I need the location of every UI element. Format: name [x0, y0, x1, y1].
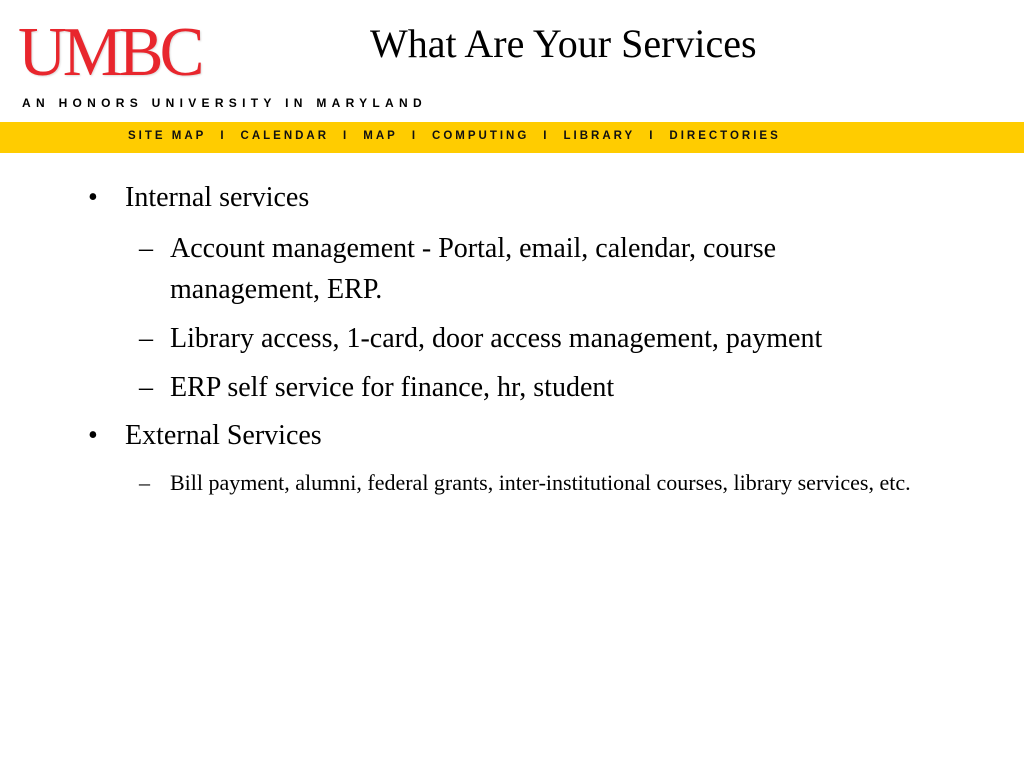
- nav-link-computing[interactable]: COMPUTING: [432, 130, 530, 142]
- dash-marker: –: [139, 233, 153, 264]
- nav-link-library[interactable]: LIBRARY: [563, 130, 636, 142]
- sub-bullet-text: Account management - Portal, email, calendar, course management, ERP.: [170, 233, 777, 305]
- dash-marker: –: [139, 323, 153, 354]
- bullet-text: External Services: [125, 420, 322, 451]
- nav-separator: I: [220, 130, 227, 142]
- nav-link-site-map[interactable]: SITE MAP: [128, 130, 207, 142]
- bullet-text: Internal services: [125, 182, 310, 213]
- bullet-marker: •: [88, 182, 98, 213]
- slide-title: What Are Your Services: [370, 21, 757, 66]
- nav-separator: I: [343, 130, 350, 142]
- sub-bullet-item: [0, 228, 1024, 310]
- umbc-logo[interactable]: UMBC: [18, 14, 201, 91]
- dash-marker: –: [139, 470, 150, 495]
- nav-link-map[interactable]: MAP: [363, 130, 398, 142]
- sub-bullet-item: [0, 367, 1024, 408]
- dash-marker: –: [139, 372, 153, 403]
- sub-bullet-text: Bill payment, alumni, federal grants, inter-institutional courses, library services, etc.: [170, 470, 911, 495]
- sub-bullet-item: [0, 318, 1024, 359]
- bullet-item: [0, 178, 1024, 218]
- sub-bullet-text: ERP self service for finance, hr, student: [170, 372, 615, 403]
- nav-bar: [0, 122, 1024, 153]
- nav-link-calendar[interactable]: CALENDAR: [240, 130, 330, 142]
- nav-separator: I: [649, 130, 656, 142]
- slide-content: [0, 178, 1024, 508]
- university-tagline: AN HONORS UNIVERSITY IN MARYLAND: [22, 96, 427, 110]
- nav-link-directories[interactable]: DIRECTORIES: [669, 130, 781, 142]
- sub-bullet-item: [0, 466, 1024, 500]
- bullet-marker: •: [88, 420, 98, 451]
- nav-separator: I: [411, 130, 419, 142]
- sub-bullet-text: Library access, 1-card, door access management, payment: [170, 323, 823, 354]
- nav-separator: I: [543, 130, 550, 142]
- bullet-item: [0, 416, 1024, 456]
